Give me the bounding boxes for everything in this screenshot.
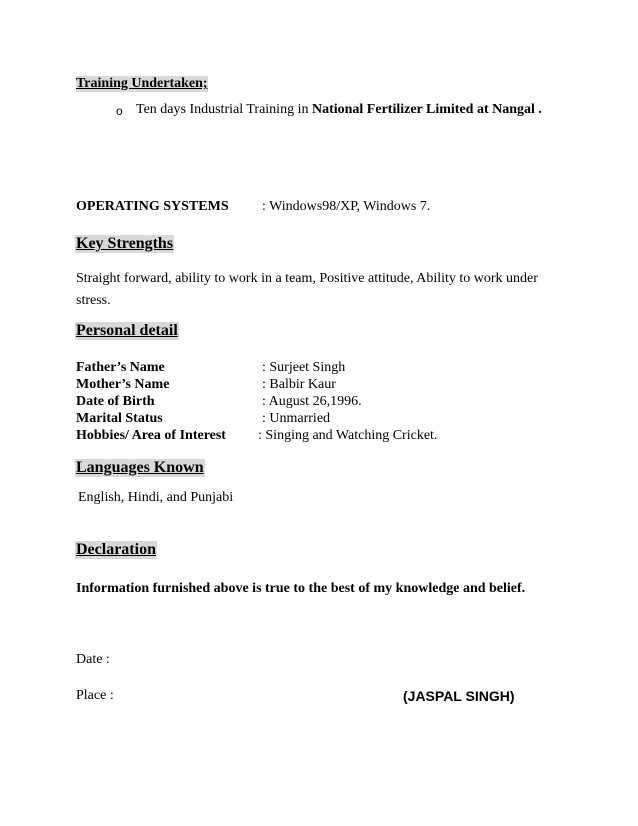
hobbies-label: Hobbies/ Area of Interest	[76, 428, 226, 443]
os-value: : Windows98/XP, Windows 7.	[262, 199, 431, 214]
marital-status-value: : Unmarried	[262, 411, 331, 426]
declaration-heading: Declaration	[76, 541, 156, 558]
training-item-text: Ten days Industrial Training in	[136, 102, 312, 117]
personal-heading: Personal detail	[76, 322, 178, 339]
hobbies-value: : Singing and Watching Cricket.	[258, 428, 438, 443]
strengths-heading: Key Strengths	[76, 235, 174, 252]
mother-name-label: Mother’s Name	[76, 377, 170, 392]
dob-label: Date of Birth	[76, 394, 155, 409]
os-label: OPERATING SYSTEMS	[76, 199, 229, 214]
place-label: Place :	[76, 688, 114, 703]
languages-heading: Languages Known	[76, 459, 204, 476]
mother-name-value: : Balbir Kaur	[262, 377, 336, 392]
strengths-text: Straight forward, ability to work in a team, Positive attitude, Ability to work under stress.	[76, 271, 538, 308]
father-name-label: Father’s Name	[76, 360, 165, 375]
languages-text: English, Hindi, and Punjabi	[78, 490, 234, 505]
training-item-company: National Fertilizer Limited at Nangal .	[311, 102, 542, 117]
father-name-value: : Surjeet Singh	[262, 360, 346, 375]
training-heading: Training Undertaken;	[76, 76, 208, 91]
date-label: Date :	[76, 652, 110, 667]
bullet-icon: o	[116, 104, 123, 118]
signature: (JASPAL SINGH)	[403, 688, 515, 704]
training-item	[136, 102, 542, 118]
dob-value: : August 26,1996.	[262, 394, 362, 409]
declaration-text: Information furnished above is true to the best of my knowledge and belief.	[76, 581, 526, 596]
marital-status-label: Marital Status	[76, 411, 163, 426]
